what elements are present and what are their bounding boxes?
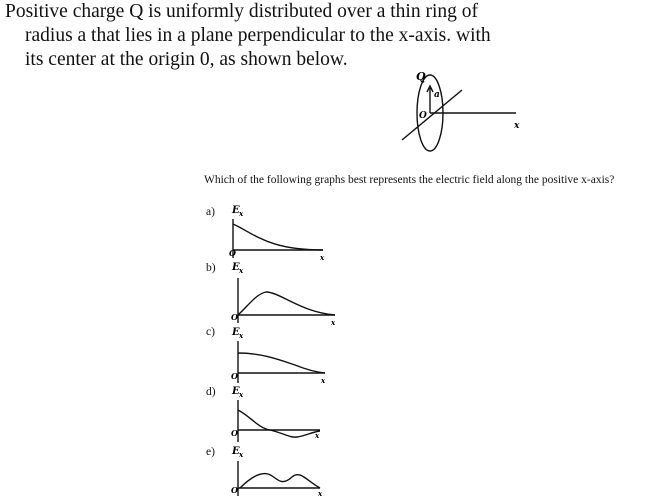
radius-label: a — [434, 90, 440, 100]
origin-label: O — [419, 111, 427, 121]
ring-plane-line — [402, 90, 462, 140]
graph-e-y-sub: x — [239, 450, 244, 459]
problem-line-1: Positive charge Q is uniformly distributed over a thin ring of — [5, 1, 478, 22]
graph-e-origin: O — [231, 485, 238, 495]
problem-line-2: radius a that lies in a plane perpendicular to the x-axis. with — [25, 25, 491, 46]
graph-a — [233, 219, 323, 258]
graph-a-x-label: x — [320, 253, 325, 262]
question-text: Which of the following graphs best represents the electric field along the positive x-axis? — [204, 174, 615, 186]
graph-c — [238, 341, 325, 383]
charge-label: Q — [416, 70, 426, 83]
graph-d-y-sub: x — [239, 390, 244, 399]
graph-c-origin: O — [231, 371, 238, 381]
graph-c-y-label: E — [232, 327, 240, 338]
problem-line-3: its center at the origin 0, as shown below. — [25, 49, 348, 70]
graph-e-curve — [240, 474, 320, 488]
graph-a-curve — [233, 224, 323, 250]
graph-c-y-sub: x — [239, 331, 244, 340]
graph-e — [238, 461, 320, 496]
graph-d-curve — [238, 410, 320, 437]
graph-d-origin: O — [231, 428, 238, 438]
option-c-letter: c) — [206, 326, 215, 338]
option-b-letter: b) — [206, 262, 216, 274]
graph-c-curve — [238, 353, 325, 373]
option-d-letter: d) — [206, 386, 216, 398]
graph-b — [238, 278, 335, 323]
graph-d-y-label: E — [232, 386, 240, 397]
axis-label: x — [514, 121, 520, 131]
graph-b-y-label: E — [232, 262, 240, 273]
graph-b-origin: O — [231, 312, 238, 322]
graph-a-origin: O — [229, 248, 236, 258]
graph-a-y-label: E — [232, 205, 240, 216]
graph-b-x-label: x — [331, 318, 336, 327]
option-a-letter: a) — [206, 206, 215, 218]
graph-d-x-label: x — [315, 431, 320, 440]
option-e-letter: e) — [206, 446, 215, 458]
graph-c-x-label: x — [321, 376, 326, 385]
graph-b-curve — [238, 292, 335, 315]
graph-e-y-label: E — [232, 446, 240, 457]
graph-d — [238, 400, 320, 442]
graph-e-x-label: x — [318, 489, 323, 498]
graph-b-y-sub: x — [239, 266, 244, 275]
graph-a-y-sub: x — [239, 209, 244, 218]
